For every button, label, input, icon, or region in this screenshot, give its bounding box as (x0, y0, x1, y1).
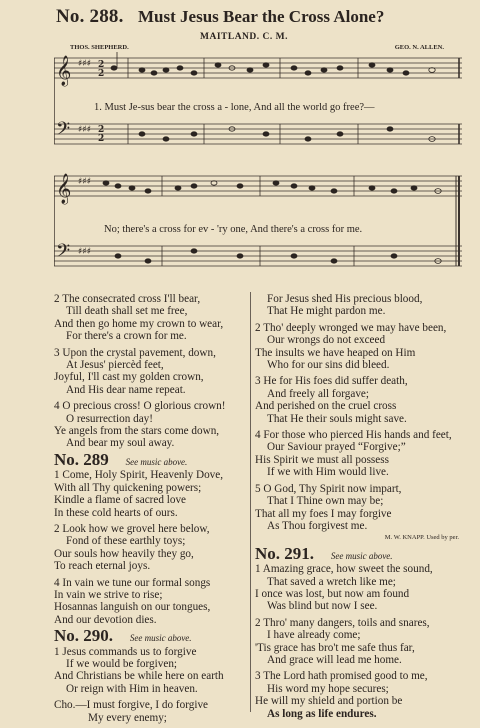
hymn-title: Must Jesus Bear the Cross Alone? (138, 7, 385, 26)
svg-text:2: 2 (98, 134, 105, 144)
hymn-header (56, 6, 460, 28)
svg-text:2: 2 (98, 125, 105, 135)
svg-text:𝄞: 𝄞 (56, 174, 72, 204)
verse-290-cont: For Jesus shed His precious blood, That He might pardon me. (267, 293, 423, 318)
svg-text:2: 2 (98, 60, 105, 70)
left-column (54, 293, 246, 728)
right-column (255, 293, 465, 724)
verse-289-2: 2 Look how we grovel here below, Fond of these earthly toys; Our souls how heavily they go, To reach eternal joys. (54, 522, 210, 573)
see-music-note: See music above. (125, 456, 188, 467)
column-divider (250, 292, 251, 712)
hymn-289-number: No. 289 (54, 449, 109, 469)
chorus: Cho.—I must forgive, I do forgive My every enemy; (54, 699, 209, 724)
verse-290-3: 3 He for His foes did suffer death, And freely all forgave; And perished on the cruel cross That He their souls might save. (255, 375, 408, 425)
treble-clef-icon: 𝄞 (56, 56, 72, 86)
svg-text:𝄢: 𝄢 (56, 241, 71, 266)
verse-289-4: 4 In vain we tune our formal songs In vain we strive to rise; Hosannas languish on our tongues, And our devotion dies. (54, 576, 211, 626)
hymn-291-heading (255, 543, 465, 563)
attribution: M. W. KNAPP. Used by per. (384, 534, 459, 542)
verse-290-1: 1 Jesus commands us to forgive If we would be forgiven; And Christians be while here on earth Or reign with Him in heaven. (54, 645, 224, 695)
hymn-289-heading (54, 449, 246, 469)
credit-words: THOS. SHEPHERD. (70, 44, 129, 51)
hymn-291-number: No. 291. (255, 543, 315, 563)
credit-music: GEO. N. ALLEN. (394, 44, 444, 51)
svg-text:2: 2 (98, 69, 105, 79)
verse-290-2: 2 Tho' deeply wronged we may have been, Our wrongs do not exceed The insults we have heaped on Him Who for our sins did bleed. (255, 321, 447, 372)
music-system-1 (54, 52, 462, 158)
hymn-290-heading (54, 626, 246, 646)
verse-290-4: 4 For those who pierced His hands and feet, Our Saviour prayed “Forgive;” His Spirit we must all possess If we with Him would live. (255, 429, 452, 479)
music-lyric-line-1: 1. Must Je-sus bear the cross a - lone, And all the world go free?— (94, 102, 375, 113)
svg-text:♯♯♯: ♯♯♯ (78, 125, 92, 135)
svg-text:♯♯♯: ♯♯♯ (78, 177, 92, 187)
verse-289-1: 1 Come, Holy Spirit, Heavenly Dove, With all Thy quickening powers; Kindle a flame of sacred love In these cold hearts of ours. (54, 469, 224, 519)
tune-name: MAITLAND. C. M. (200, 32, 288, 42)
verse-288-4: 4 O precious cross! O glorious crown! O resurrection day! Ye angels from the stars come down, And bear my soul away. (54, 400, 226, 450)
music-lyric-line-2: No; there's a cross for ev - 'ry one, And there's a cross for me. (104, 224, 363, 235)
verse-291-3: 3 The Lord hath promised good to me, His word my hope secures; He will my shield and portion be As long as life endures. (255, 670, 428, 720)
see-music-note: See music above. (129, 633, 192, 644)
svg-text:♯♯♯: ♯♯♯ (78, 59, 92, 69)
hymn-290-number: No. 290. (54, 626, 114, 646)
bass-clef-icon: 𝄢 (56, 119, 71, 144)
verse-291-2: 2 Thro' many dangers, toils and snares, I have already come; 'Tis grace has bro't me safe thus far, And grace will lead me home. (255, 616, 430, 666)
verse-291-1: 1 Amazing grace, how sweet the sound, That saved a wretch like me; I once was lost, but now am found Was blind but now I see. (255, 563, 433, 613)
verse-290-5: 5 O God, Thy Spirit now impart, That I Thine own may be; That all my foes I may forgive As Thou forgivest me. (255, 482, 402, 532)
hymn-number: No. 288. (56, 6, 124, 27)
music-system-2 (54, 170, 462, 276)
svg-text:♯♯♯: ♯♯♯ (78, 247, 92, 257)
see-music-note: See music above. (330, 550, 393, 561)
verse-288-3: 3 Upon the crystal pavement, down, At Jesus' piercèd feet, Joyful, I'll cast my golden crown, And His dear name repeat. (54, 346, 216, 396)
verse-288-2: 2 The consecrated cross I'll bear, Till death shall set me free, And then go home my crown to wear, For there's a crown for me. (54, 293, 224, 343)
